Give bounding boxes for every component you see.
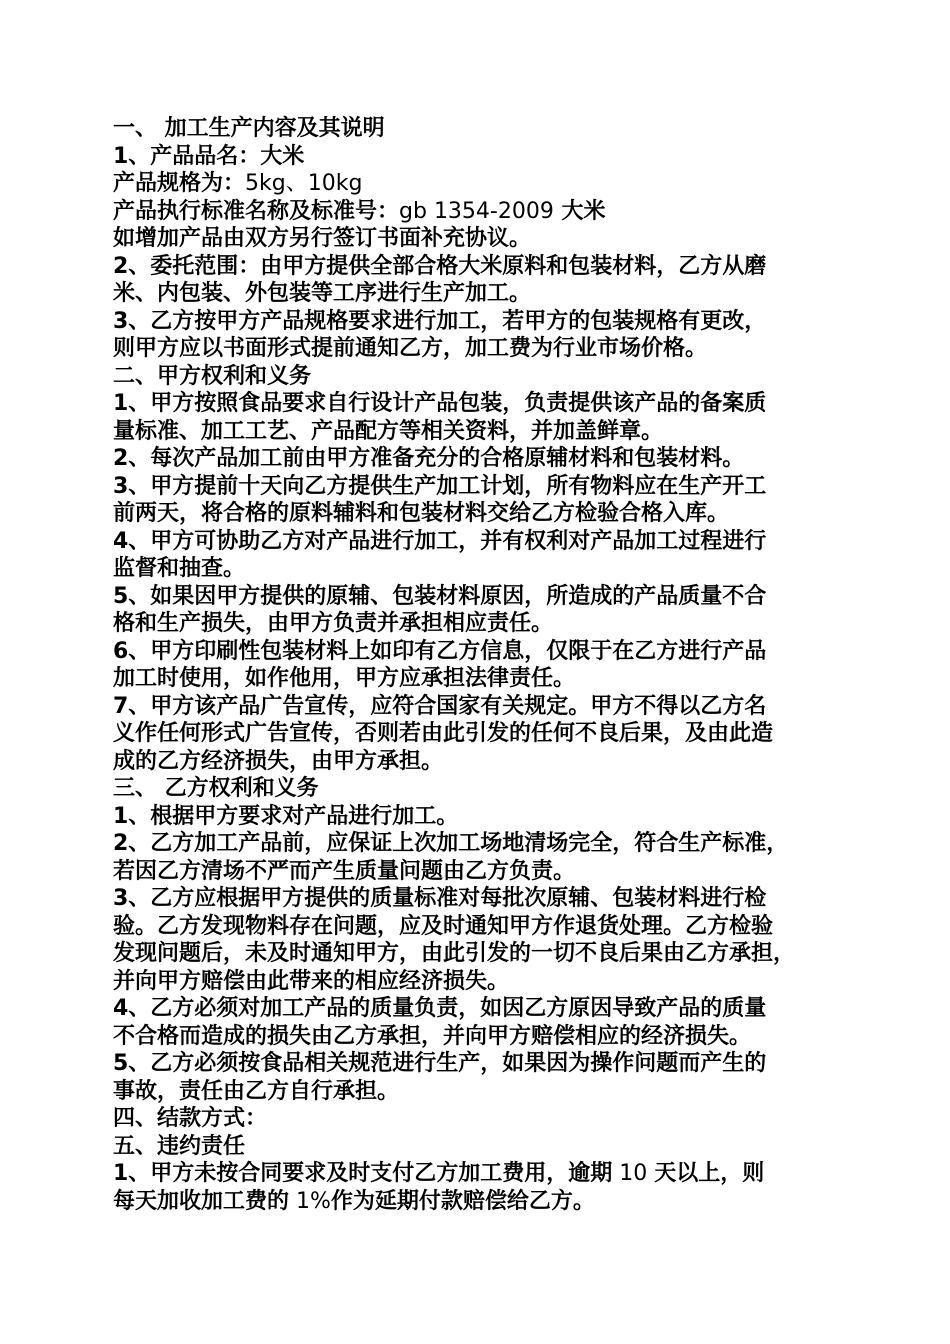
paragraph-line: 成的乙方经济损失，由甲方承担。 [113, 748, 444, 774]
paragraph-line: 发现问题后，未及时通知甲方，由此引发的一切不良后果由乙方承担， [113, 941, 796, 966]
section-heading-1: 一、 加工生产内容及其说明 [113, 116, 385, 141]
paragraph-line: 如增加产品由双方另行签订书面补充协议。 [113, 226, 532, 251]
contract-page [113, 115, 843, 1215]
paragraph-line: 2、每次产品加工前由甲方准备充分的合格原辅材料和包装材料。 [113, 446, 745, 471]
paragraph-line: 3、乙方按甲方产品规格要求进行加工，若甲方的包装规格有更改， [113, 308, 767, 334]
section-heading-2: 二、甲方权利和义务 [113, 363, 312, 389]
paragraph-line: 5、如果因甲方提供的原辅、包装材料原因，所造成的产品质量不合 [113, 583, 767, 609]
paragraph-line: 2、委托范围：由甲方提供全部合格大米原料和包装材料，乙方从磨 [113, 253, 767, 279]
penalty-text: 1、甲方未按合同要求及时支付乙方加工费用，逾期 [113, 1161, 613, 1186]
penalty-rate-text: 每天加收加工费的 [113, 1188, 290, 1214]
paragraph-line: 前两天，将合格的原料辅料和包装材料交给乙方检验合格入库。 [113, 501, 730, 526]
paragraph-line: 验。乙方发现物料存在问题，应及时通知甲方作退货处理。乙方检验 [113, 913, 774, 939]
paragraph-line: 事故，责任由乙方自行承担。 [113, 1078, 400, 1104]
penalty-days-suffix: 天以上，则 [654, 1161, 765, 1186]
product-spec-label: 产品规格为： [113, 171, 246, 196]
paragraph-line: 格和生产损失，由甲方负责并承担相应责任。 [113, 611, 554, 636]
product-standard-line [113, 198, 843, 226]
paragraph-line: 并向甲方赔偿由此带来的相应经济损失。 [113, 968, 510, 994]
paragraph-line: 3、甲方提前十天向乙方提供生产加工计划，所有物料应在生产开工 [113, 473, 767, 499]
product-standard-code: gb 1354-2009 [399, 198, 554, 224]
paragraph-line: 米、内包装、外包装等工序进行生产加工。 [113, 281, 532, 306]
section-heading-5: 五、违约责任 [113, 1133, 246, 1159]
penalty-rate: 1% [289, 1188, 331, 1214]
paragraph-line: 5、乙方必须按食品相关规范进行生产，如果因为操作问题而产生的 [113, 1051, 767, 1076]
product-name-line: 1、产品品名：大米 [113, 143, 305, 169]
section-heading-4: 四、结款方式： [113, 1106, 268, 1131]
paragraph-line: 7、甲方该产品广告宣传，应符合国家有关规定。甲方不得以乙方名 [113, 693, 767, 719]
penalty-line-1 [113, 1160, 843, 1188]
paragraph-line: 则甲方应以书面形式提前通知乙方，加工费为行业市场价格。 [113, 336, 708, 361]
paragraph-line: 4、甲方可协助乙方对产品进行加工，并有权利对产品加工过程进行 [113, 528, 767, 554]
penalty-line-2 [113, 1188, 843, 1216]
paragraph-line: 4、乙方必须对加工产品的质量负责，如因乙方原因导致产品的质量 [113, 996, 767, 1021]
paragraph-line: 义作任何形式广告宣传，否则若由此引发的任何不良后果，及由此造 [113, 721, 774, 746]
product-spec-value: 5kg、10kg [245, 171, 363, 196]
paragraph-line: 2、乙方加工产品前，应保证上次加工场地清场完全，符合生产标准， [113, 831, 789, 856]
penalty-days: 10 [612, 1161, 655, 1186]
paragraph-line: 6、甲方印刷性包装材料上如印有乙方信息，仅限于在乙方进行产品 [113, 638, 767, 664]
paragraph-line: 加工时使用，如作他用，甲方应承担法律责任。 [113, 666, 576, 691]
section-heading-3: 三、 乙方权利和义务 [113, 776, 319, 801]
paragraph-line: 1、根据甲方要求对产品进行加工。 [113, 803, 459, 829]
penalty-rate-suffix: 作为延期付款赔偿给乙方。 [330, 1188, 595, 1214]
paragraph-line: 监督和抽查。 [113, 556, 246, 581]
paragraph-line: 不合格而造成的损失由乙方承担，并向甲方赔偿相应的经济损失。 [113, 1023, 752, 1049]
paragraph-line: 量标准、加工工艺、产品配方等相关资料，并加盖鲜章。 [113, 418, 664, 444]
paragraph-line: 1、甲方按照食品要求自行设计产品包装，负责提供该产品的备案质 [113, 391, 767, 416]
product-spec-line [113, 170, 843, 198]
product-standard-suffix: 大米 [553, 198, 606, 224]
product-standard-label: 产品执行标准名称及标准号： [113, 198, 400, 224]
paragraph-line: 3、乙方应根据甲方提供的质量标准对每批次原辅、包装材料进行检 [113, 886, 767, 911]
paragraph-line: 若因乙方清场不严而产生质量问题由乙方负责。 [113, 858, 576, 884]
